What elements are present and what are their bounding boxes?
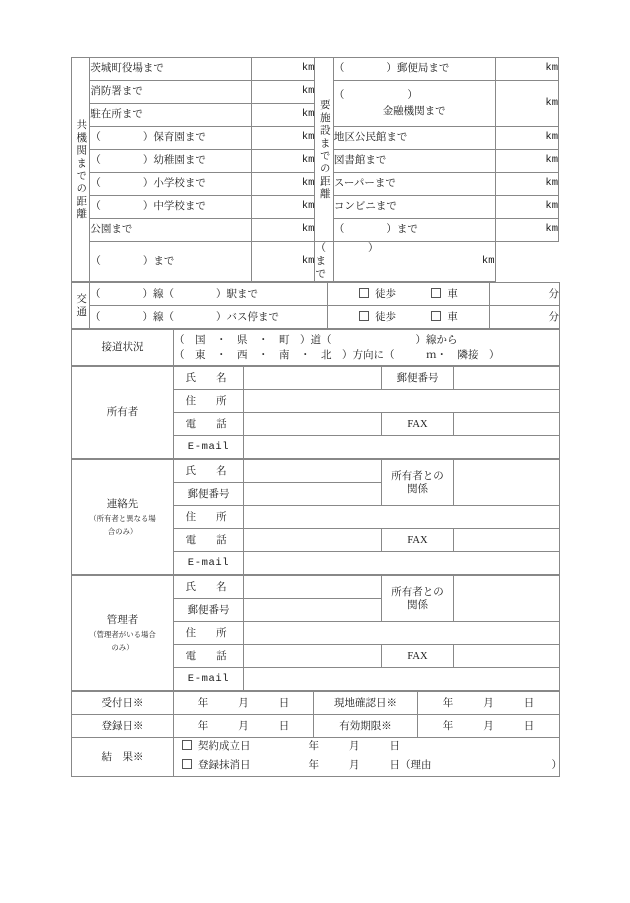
road-access-table	[71, 329, 560, 366]
transport-minutes-input[interactable]: 分	[490, 306, 560, 329]
facility-distance-input[interactable]: km	[252, 81, 315, 104]
manager-name-label: 氏 名	[174, 576, 244, 599]
contact-postal-label: 郵便番号	[174, 483, 244, 506]
facility-label: （ ）まで	[315, 243, 379, 281]
owner-fax-input[interactable]	[454, 413, 560, 436]
result-reason-close: ）	[551, 760, 562, 772]
facility-label-bank: （ ） 金融機関まで	[333, 81, 495, 127]
facility-label: （ ）郵便局まで	[333, 58, 495, 81]
facility-label: （ ）幼稚園まで	[90, 150, 252, 173]
contact-name-input[interactable]	[244, 460, 382, 483]
facility-label: 茨城町役場まで	[90, 58, 252, 81]
owner-fax-label: FAX	[382, 413, 454, 436]
facility-distance-input[interactable]: km	[495, 127, 558, 150]
checkbox-car[interactable]	[431, 288, 441, 298]
facility-distance-input[interactable]: km	[495, 196, 558, 219]
facility-distance-input[interactable]: km	[495, 150, 558, 173]
result-contract-row: 契約成立日 年 月 日	[174, 738, 559, 757]
result-reason-open: （理由	[400, 760, 432, 772]
manager-phone-label: 電 話	[174, 645, 244, 668]
facility-distance-input[interactable]: km	[252, 173, 315, 196]
manager-name-input[interactable]	[244, 576, 382, 599]
owner-email-label: E-mail	[174, 436, 244, 459]
facility-distance-input[interactable]: km	[252, 127, 315, 150]
manager-fax-input[interactable]	[454, 645, 560, 668]
contact-label-note-line1: （所有者と異なる場	[89, 513, 156, 523]
contact-section-label	[72, 460, 174, 575]
expiry-date-input[interactable]: 年 月 日	[418, 715, 560, 738]
facility-distance-input[interactable]: km	[495, 58, 558, 81]
road-access-line2: （ 東 ・ 西 ・ 南 ・ 北 ）方向に（ ｍ・ 隣接 ）	[174, 349, 500, 361]
owner-phone-input[interactable]	[244, 413, 382, 436]
manager-label-note-line2: のみ）	[111, 642, 134, 652]
road-access-line1: （ 国 ・ 県 ・ 町 ）道（ ）線から	[174, 334, 458, 346]
result-value	[174, 738, 560, 777]
table-row	[72, 242, 559, 282]
contact-postal-input[interactable]	[244, 483, 382, 506]
transport-minutes-input[interactable]: 分	[490, 283, 560, 306]
public-facilities-vertical-label: 共機関までの距離	[72, 58, 90, 282]
facility-label: （ ）まで	[333, 219, 495, 242]
road-access-value[interactable]	[174, 330, 560, 366]
contact-fax-input[interactable]	[454, 529, 560, 552]
owner-name-label: 氏 名	[174, 367, 244, 390]
facility-label: 駐在所まで	[90, 104, 252, 127]
manager-address-label: 住 所	[174, 622, 244, 645]
manager-table	[71, 575, 560, 691]
facility-distance-input[interactable]: km	[252, 150, 315, 173]
option-label-walk: 徒歩	[375, 288, 397, 300]
result-contract-label: 契約成立日	[198, 741, 251, 753]
site-check-date-label: 現地確認日※	[314, 692, 418, 715]
facility-distance-input[interactable]: km	[252, 196, 315, 219]
facility-distance-input[interactable]: km	[252, 58, 315, 81]
reception-date-input[interactable]: 年 月 日	[174, 692, 314, 715]
contact-label-note-line2: 合のみ）	[107, 526, 138, 536]
transport-mode-options	[328, 306, 490, 329]
facility-distance-input[interactable]: km	[333, 242, 495, 282]
contact-name-label: 氏 名	[174, 460, 244, 483]
owner-email-input[interactable]	[244, 436, 560, 459]
manager-email-input[interactable]	[244, 668, 560, 691]
owner-postal-label: 郵便番号	[382, 367, 454, 390]
manager-relation-input[interactable]	[454, 576, 560, 622]
contact-phone-input[interactable]	[244, 529, 382, 552]
table-row	[72, 306, 560, 329]
contact-address-label: 住 所	[174, 506, 244, 529]
facility-distance-input[interactable]: km	[495, 219, 558, 242]
owner-table	[71, 366, 560, 459]
manager-relation-label: 所有者との 関係	[382, 576, 454, 622]
result-deregistration-row: 登録抹消日 年 月 日（理由 ）	[174, 757, 559, 776]
facility-distance-input[interactable]: km	[495, 173, 558, 196]
contact-label-main: 連絡先	[106, 498, 139, 510]
checkbox-walk[interactable]	[359, 311, 369, 321]
owner-address-input[interactable]	[244, 390, 560, 413]
facility-distance-input[interactable]: km	[252, 242, 315, 282]
facility-label: （ ）中学校まで	[90, 196, 252, 219]
manager-label-main: 管理者	[106, 614, 139, 626]
checkbox-contract-concluded[interactable]	[182, 740, 192, 750]
expiry-date-label: 有効期限※	[314, 715, 418, 738]
reception-date-label: 受付日※	[72, 692, 174, 715]
owner-section-label: 所有者	[72, 367, 174, 459]
facility-distance-input[interactable]: km	[252, 104, 315, 127]
contact-phone-label: 電 話	[174, 529, 244, 552]
result-deregistration-label: 登録抹消日	[198, 760, 251, 772]
checkbox-car[interactable]	[431, 311, 441, 321]
contact-relation-label: 所有者との 関係	[382, 460, 454, 506]
contact-email-input[interactable]	[244, 552, 560, 575]
facility-distance-input[interactable]: km	[252, 219, 315, 242]
admin-table	[71, 691, 560, 777]
facility-label: （ ）小学校まで	[90, 173, 252, 196]
option-label-car: 車	[447, 288, 458, 300]
facility-label: （ ）まで	[90, 242, 252, 282]
transport-table	[71, 282, 560, 329]
manager-section-label	[72, 576, 174, 691]
facility-label: 図書館まで	[333, 150, 495, 173]
facility-label: （ ）保育園まで	[90, 127, 252, 150]
transport-station-route[interactable]: （ ）線（ ）駅まで	[90, 283, 328, 306]
owner-address-label: 住 所	[174, 390, 244, 413]
manager-postal-label: 郵便番号	[174, 599, 244, 622]
table-row	[72, 283, 560, 306]
facility-distance-input[interactable]: km	[495, 81, 558, 127]
contact-relation-input[interactable]	[454, 460, 560, 506]
table-row	[72, 576, 560, 599]
form-sheet	[71, 57, 562, 777]
transport-mode-options	[328, 283, 490, 306]
manager-postal-input[interactable]	[244, 599, 382, 622]
facility-label: コンビニまで	[333, 196, 495, 219]
owner-phone-label: 電 話	[174, 413, 244, 436]
manager-phone-input[interactable]	[244, 645, 382, 668]
owner-name-input[interactable]	[244, 367, 382, 390]
facility-label: スーパーまで	[333, 173, 495, 196]
checkbox-walk[interactable]	[359, 288, 369, 298]
manager-address-input[interactable]	[244, 622, 560, 645]
road-access-label: 接道状況	[72, 330, 174, 366]
contact-table	[71, 459, 560, 575]
table-row	[72, 58, 559, 81]
registration-date-label: 登録日※	[72, 715, 174, 738]
site-check-date-input[interactable]: 年 月 日	[418, 692, 560, 715]
table-row	[72, 367, 560, 390]
manager-label-note-line1: （管理者がいる場合	[89, 629, 156, 639]
facility-label: 公園まで	[90, 219, 252, 242]
transport-busstop-route[interactable]: （ ）線（ ）バス停まで	[90, 306, 328, 329]
checkbox-registration-deleted[interactable]	[182, 759, 192, 769]
manager-email-label: E-mail	[174, 668, 244, 691]
main-facilities-vertical-label: 要施設までの距離	[315, 58, 333, 242]
contact-email-label: E-mail	[174, 552, 244, 575]
registration-date-input[interactable]: 年 月 日	[174, 715, 314, 738]
contact-fax-label: FAX	[382, 529, 454, 552]
facility-label: 地区公民館まで	[333, 127, 495, 150]
option-label-car: 車	[447, 311, 458, 323]
contact-address-input[interactable]	[244, 506, 560, 529]
distance-table	[71, 57, 559, 282]
table-row	[72, 330, 560, 366]
result-label: 結 果※	[72, 738, 174, 777]
table-row	[72, 738, 560, 777]
table-row	[72, 715, 560, 738]
transport-vertical-label: 交通	[72, 283, 90, 329]
table-row	[72, 692, 560, 715]
facility-label: 消防署まで	[90, 81, 252, 104]
option-label-walk: 徒歩	[375, 311, 397, 323]
owner-postal-input[interactable]	[454, 367, 560, 390]
table-row	[72, 460, 560, 483]
manager-fax-label: FAX	[382, 645, 454, 668]
